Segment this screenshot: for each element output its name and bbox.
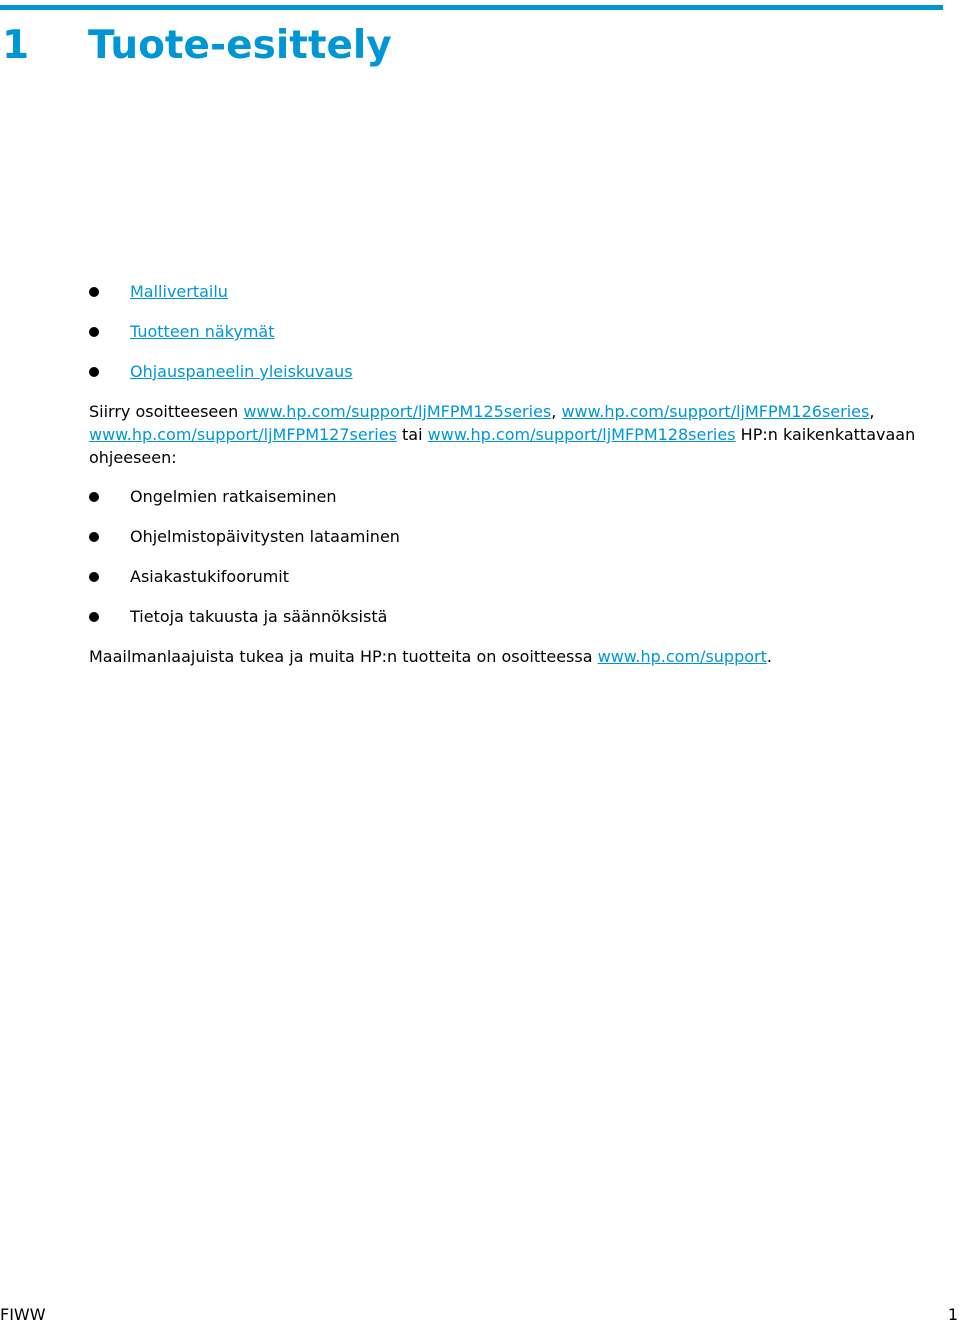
chapter-top-rule (0, 5, 943, 10)
bullet-icon (89, 572, 99, 582)
bullet-icon (89, 327, 99, 337)
intro-lead: Siirry osoitteeseen (89, 402, 239, 421)
help-item-label: Tietoja takuusta ja säännöksistä (130, 607, 388, 626)
bullet-icon (89, 367, 99, 377)
help-item-label: Asiakastukifoorumit (130, 567, 290, 586)
list-item (89, 607, 929, 647)
toc-link-control-panel[interactable]: Ohjauspaneelin yleiskuvaus (130, 362, 353, 381)
intro-separator: , (869, 402, 875, 421)
chapter-number: 1 (2, 23, 30, 68)
toc-link-product-views[interactable]: Tuotteen näkymät (130, 322, 275, 341)
list-item (89, 487, 929, 527)
list-item (89, 282, 929, 322)
help-item-label: Ohjelmistopäivitysten lataaminen (130, 527, 400, 546)
help-item-label: Ongelmien ratkaiseminen (130, 487, 337, 506)
bullet-icon (89, 612, 99, 622)
intro-joiner: tai (402, 425, 423, 444)
intro-tail: HP:n kaikenkattavaan ohjeeseen: (89, 425, 916, 467)
support-link-m126[interactable]: www.hp.com/support/ljMFPM126series (561, 402, 870, 421)
page-number: 1 (947, 1305, 958, 1324)
support-link-m128[interactable]: www.hp.com/support/ljMFPM128series (427, 425, 736, 444)
bullet-icon (89, 492, 99, 502)
list-item (89, 527, 929, 567)
footer-locale: FIWW (0, 1305, 46, 1324)
bullet-icon (89, 532, 99, 542)
intro-separator: , (551, 402, 557, 421)
chapter-title: Tuote-esittely (88, 23, 392, 68)
bullet-icon (89, 287, 99, 297)
support-link[interactable]: www.hp.com/support (597, 647, 767, 666)
list-item (89, 567, 929, 607)
closing-period: . (766, 647, 772, 666)
intro-paragraph (89, 400, 929, 469)
chapter-toc (89, 282, 929, 402)
closing-paragraph (89, 645, 929, 668)
support-link-m125[interactable]: www.hp.com/support/ljMFPM125series (243, 402, 552, 421)
list-item (89, 362, 929, 402)
list-item (89, 322, 929, 362)
toc-link-model-comparison[interactable]: Mallivertailu (130, 282, 228, 301)
support-link-m127[interactable]: www.hp.com/support/ljMFPM127series (89, 425, 397, 444)
help-topics-list (89, 487, 929, 647)
closing-text: Maailmanlaajuista tukea ja muita HP:n tuotteita on osoitteessa (89, 647, 593, 666)
